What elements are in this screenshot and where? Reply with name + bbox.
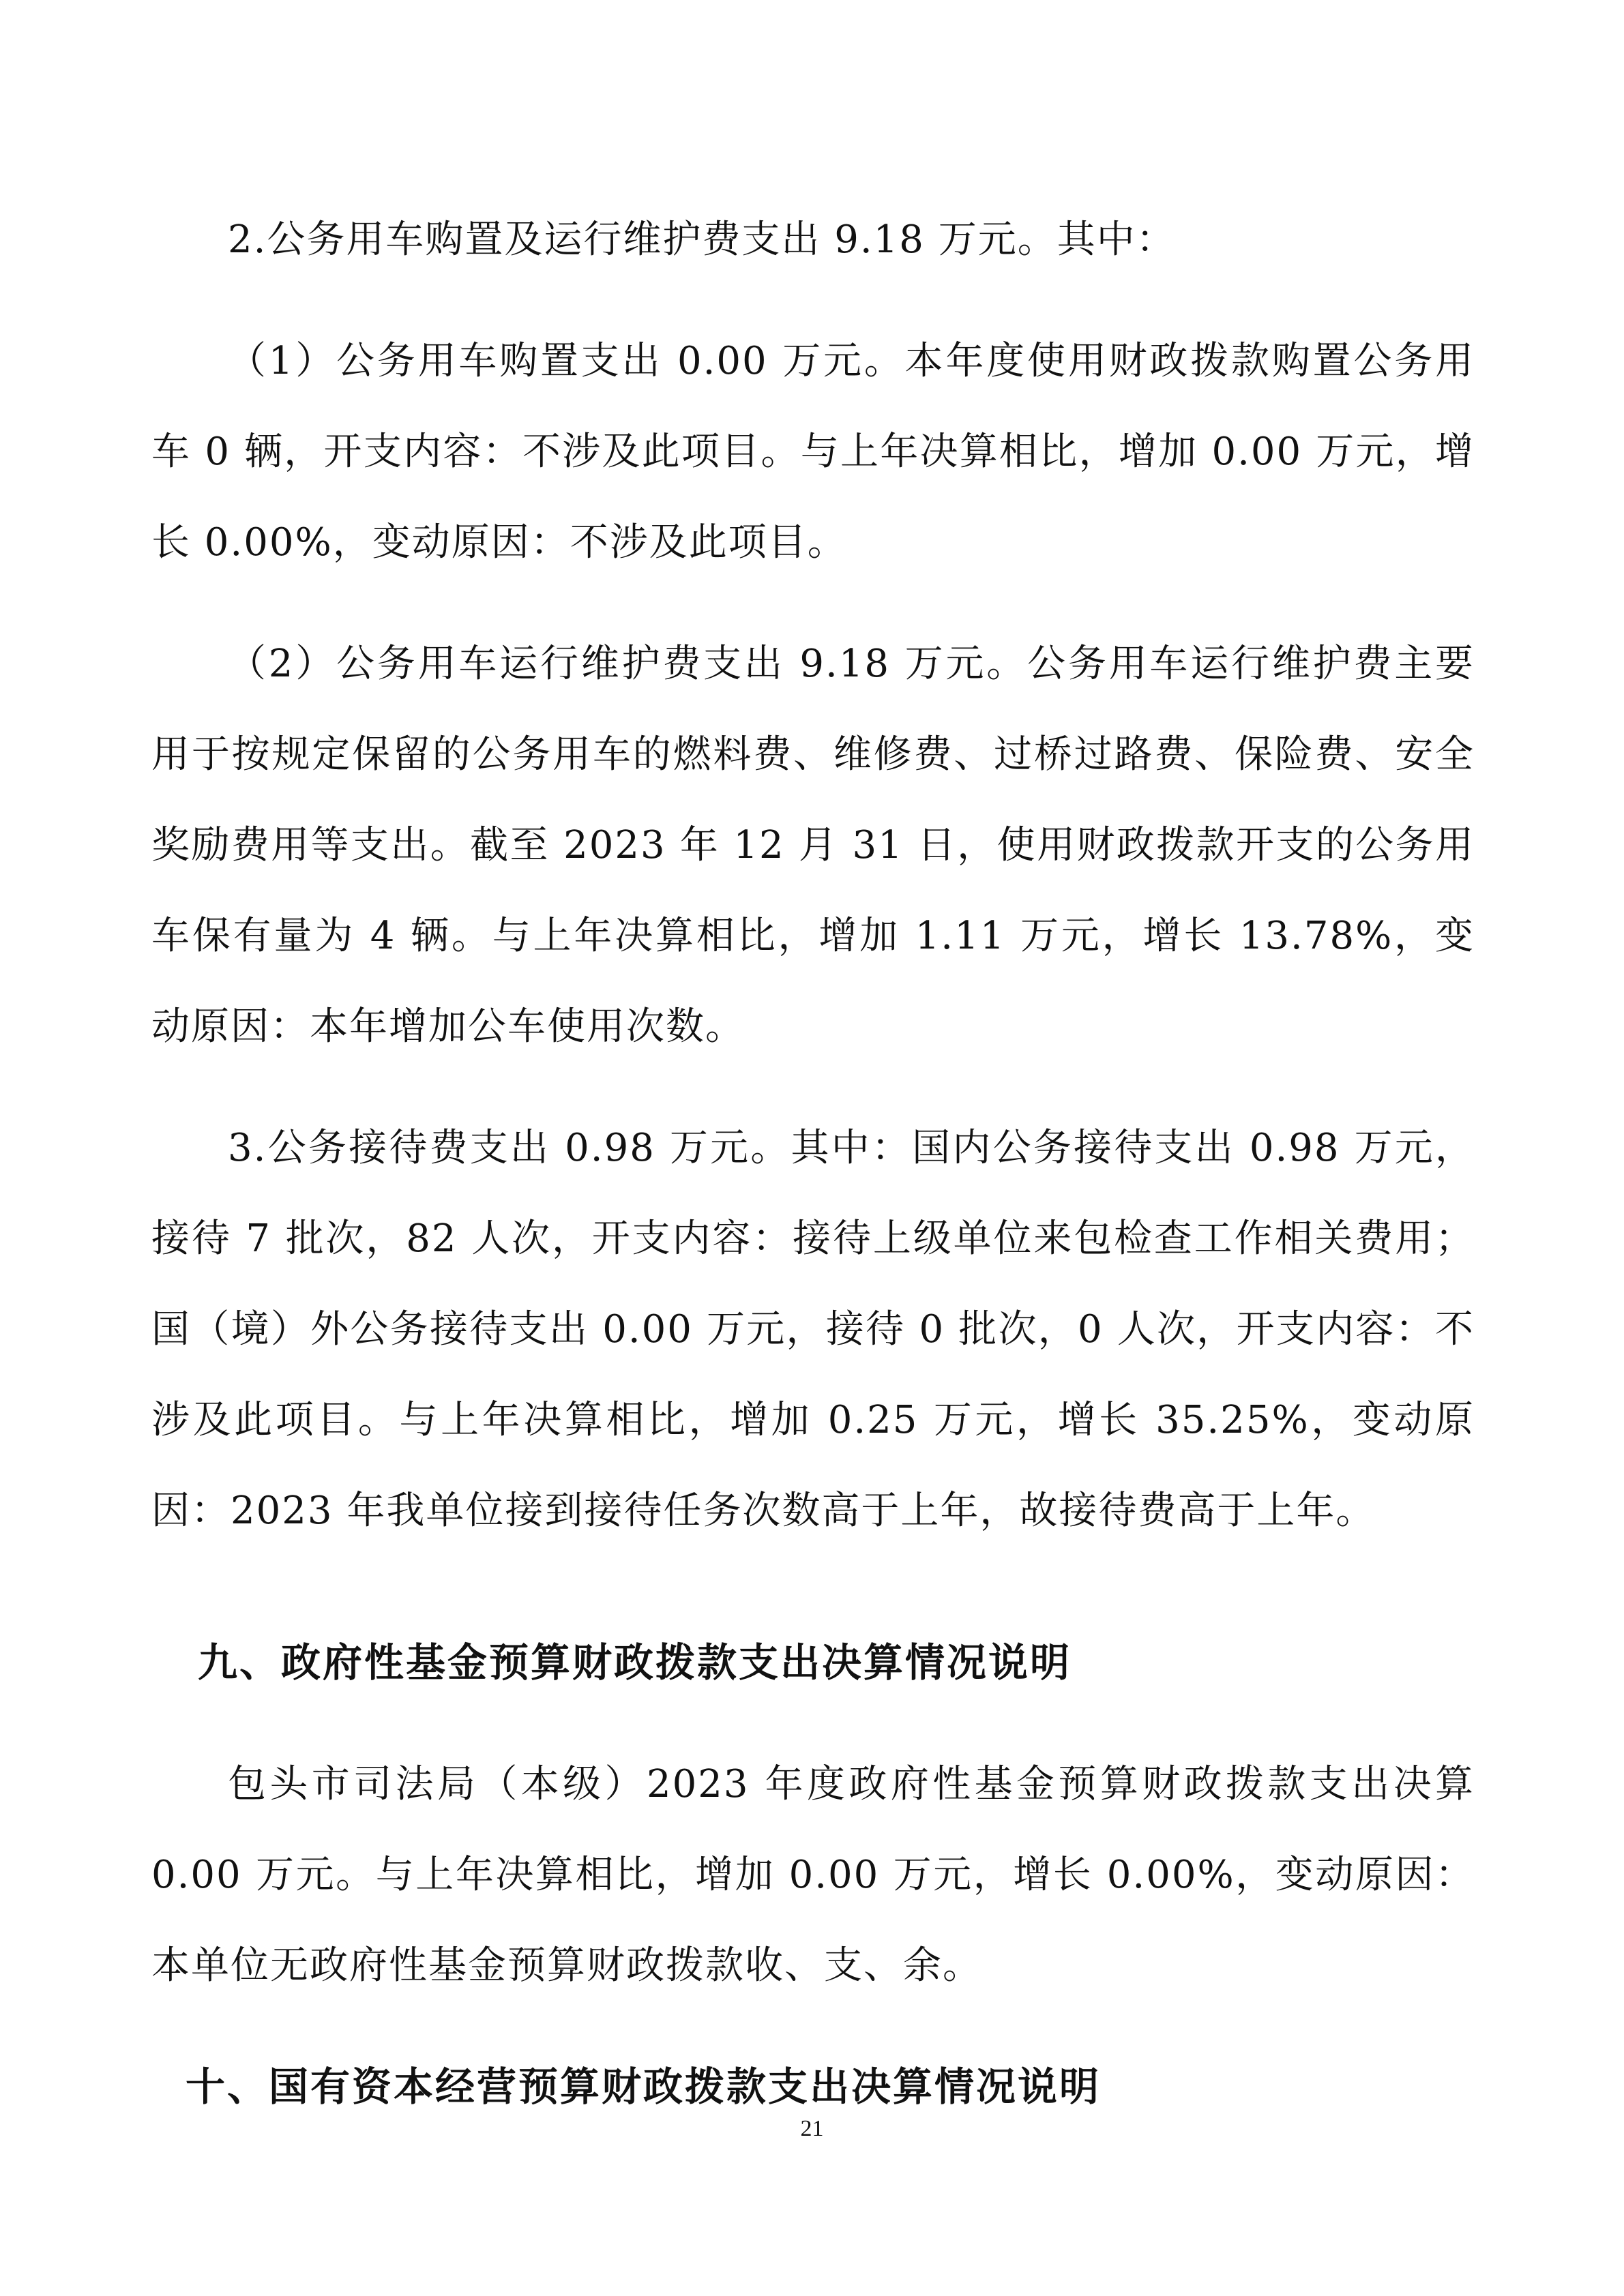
page-number: 21 (800, 2116, 824, 2141)
paragraph-vehicle-maintenance: （2）公务用车运行维护费支出 9.18 万元。公务用车运行维护费主要用于按规定保留的公务用车的燃料费、维修费、过桥过路费、保险费、安全奖励费用等支出。截至 2023 年 12 月 31 日，使用财政拨款开支的公务用车保有量为 4 辆。与上年决算相比，增加 1.11 万元，增长 13.78%，变动原因：本年增加公车使用次数。 (151, 642, 1475, 1049)
paragraph-government-fund: 包头市司法局（本级）2023 年度政府性基金预算财政拨款支出决算 0.00 万元。与上年决算相比，增加 0.00 万元，增长 0.00%，变动原因：本单位无政府性基金预算财政拨款收、支、余。 (151, 1762, 1475, 1988)
section-heading-state-capital: 十、国有资本经营预算财政拨款支出决算情况说明 (186, 2063, 1102, 2110)
paragraph-vehicle-purchase: （1）公务用车购置支出 0.00 万元。本年度使用财政拨款购置公务用车 0 辆，开支内容：不涉及此项目。与上年决算相比，增加 0.00 万元，增长 0.00%，变动原因：不涉及此项目。 (151, 339, 1475, 565)
section-heading-government-fund: 九、政府性基金预算财政拨款支出决算情况说明 (198, 1639, 1072, 1686)
paragraph-vehicle-total: 2.公务用车购置及运行维护费支出 9.18 万元。其中： (228, 218, 1176, 262)
paragraph-reception-expense: 3.公务接待费支出 0.98 万元。其中：国内公务接待支出 0.98 万元，接待 7 批次，82 人次，开支内容：接待上级单位来包检查工作相关费用；国（境）外公务接待支出 0.00 万元，接待 0 批次，0 人次，开支内容：不涉及此项目。与上年决算相比，增加 0.25 万元，增长 35.25%，变动原因：2023 年我单位接到接待任务次数高于上年，故接待费高于上年。 (151, 1126, 1475, 1533)
